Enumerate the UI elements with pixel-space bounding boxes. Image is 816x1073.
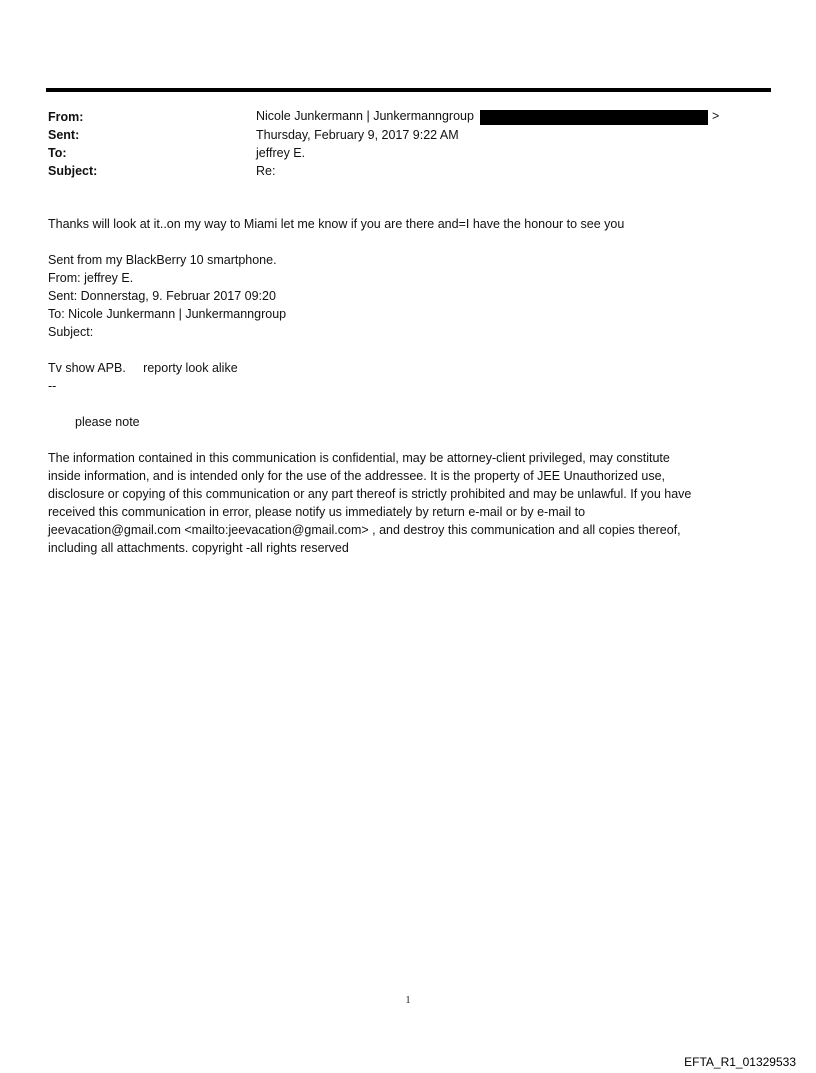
page-number: 1	[405, 995, 411, 1006]
sent-row	[48, 126, 768, 144]
quoted-body-text: Tv show APB. reporty look alike	[48, 361, 238, 375]
disclaimer-line: received this communication in error, please notify us immediately by return e-mail or by e-mail to	[48, 505, 586, 519]
email-header	[48, 108, 768, 180]
to-label: To:	[48, 146, 67, 160]
subject-row	[48, 162, 768, 180]
subject-value: Re:	[256, 164, 276, 178]
quoted-header-line: To: Nicole Junkermann | Junkermanngroup	[48, 307, 287, 321]
from-row	[48, 108, 768, 126]
email-body	[48, 215, 768, 557]
from-name: Nicole Junkermann | Junkermanngroup	[256, 109, 474, 124]
disclaimer-line: The information contained in this communication is confidential, may be attorney-client privileged, may constitute	[48, 451, 670, 465]
sent-label: Sent:	[48, 128, 80, 142]
disclaimer-line: disclosure or copying of this communication or any part thereof is strictly prohibited and may be unlawful. If you have	[48, 487, 692, 501]
quoted-header-line: Sent from my BlackBerry 10 smartphone.	[48, 253, 277, 267]
disclaimer-line: jeevacation@gmail.com <mailto:jeevacation@gmail.com> , and destroy this communication and all copies thereof,	[48, 523, 681, 537]
from-suffix: >	[711, 109, 720, 124]
quoted-header-line: From: jeffrey E.	[48, 271, 134, 285]
from-value	[256, 109, 768, 124]
subject-label: Subject:	[48, 164, 98, 178]
quoted-header-line: Sent: Donnerstag, 9. Februar 2017 09:20	[48, 289, 276, 303]
disclaimer-line: including all attachments. copyright -all rights reserved	[48, 541, 349, 555]
signature-separator: --	[48, 379, 57, 393]
from-label: From:	[48, 110, 84, 124]
please-note: please note	[75, 415, 140, 429]
redaction-box	[480, 110, 708, 125]
to-value: jeffrey E.	[256, 146, 306, 160]
disclaimer-line: inside information, and is intended only for the use of the addressee. It is the property of JEE Unauthorized use,	[48, 469, 666, 483]
header-rule	[46, 88, 771, 92]
sent-value: Thursday, February 9, 2017 9:22 AM	[256, 128, 459, 142]
document-id: EFTA_R1_01329533	[684, 1055, 796, 1069]
quoted-header-line: Subject:	[48, 325, 94, 339]
reply-text: Thanks will look at it..on my way to Miami let me know if you are there and=I have the honour to see you	[48, 217, 625, 231]
to-row	[48, 144, 768, 162]
